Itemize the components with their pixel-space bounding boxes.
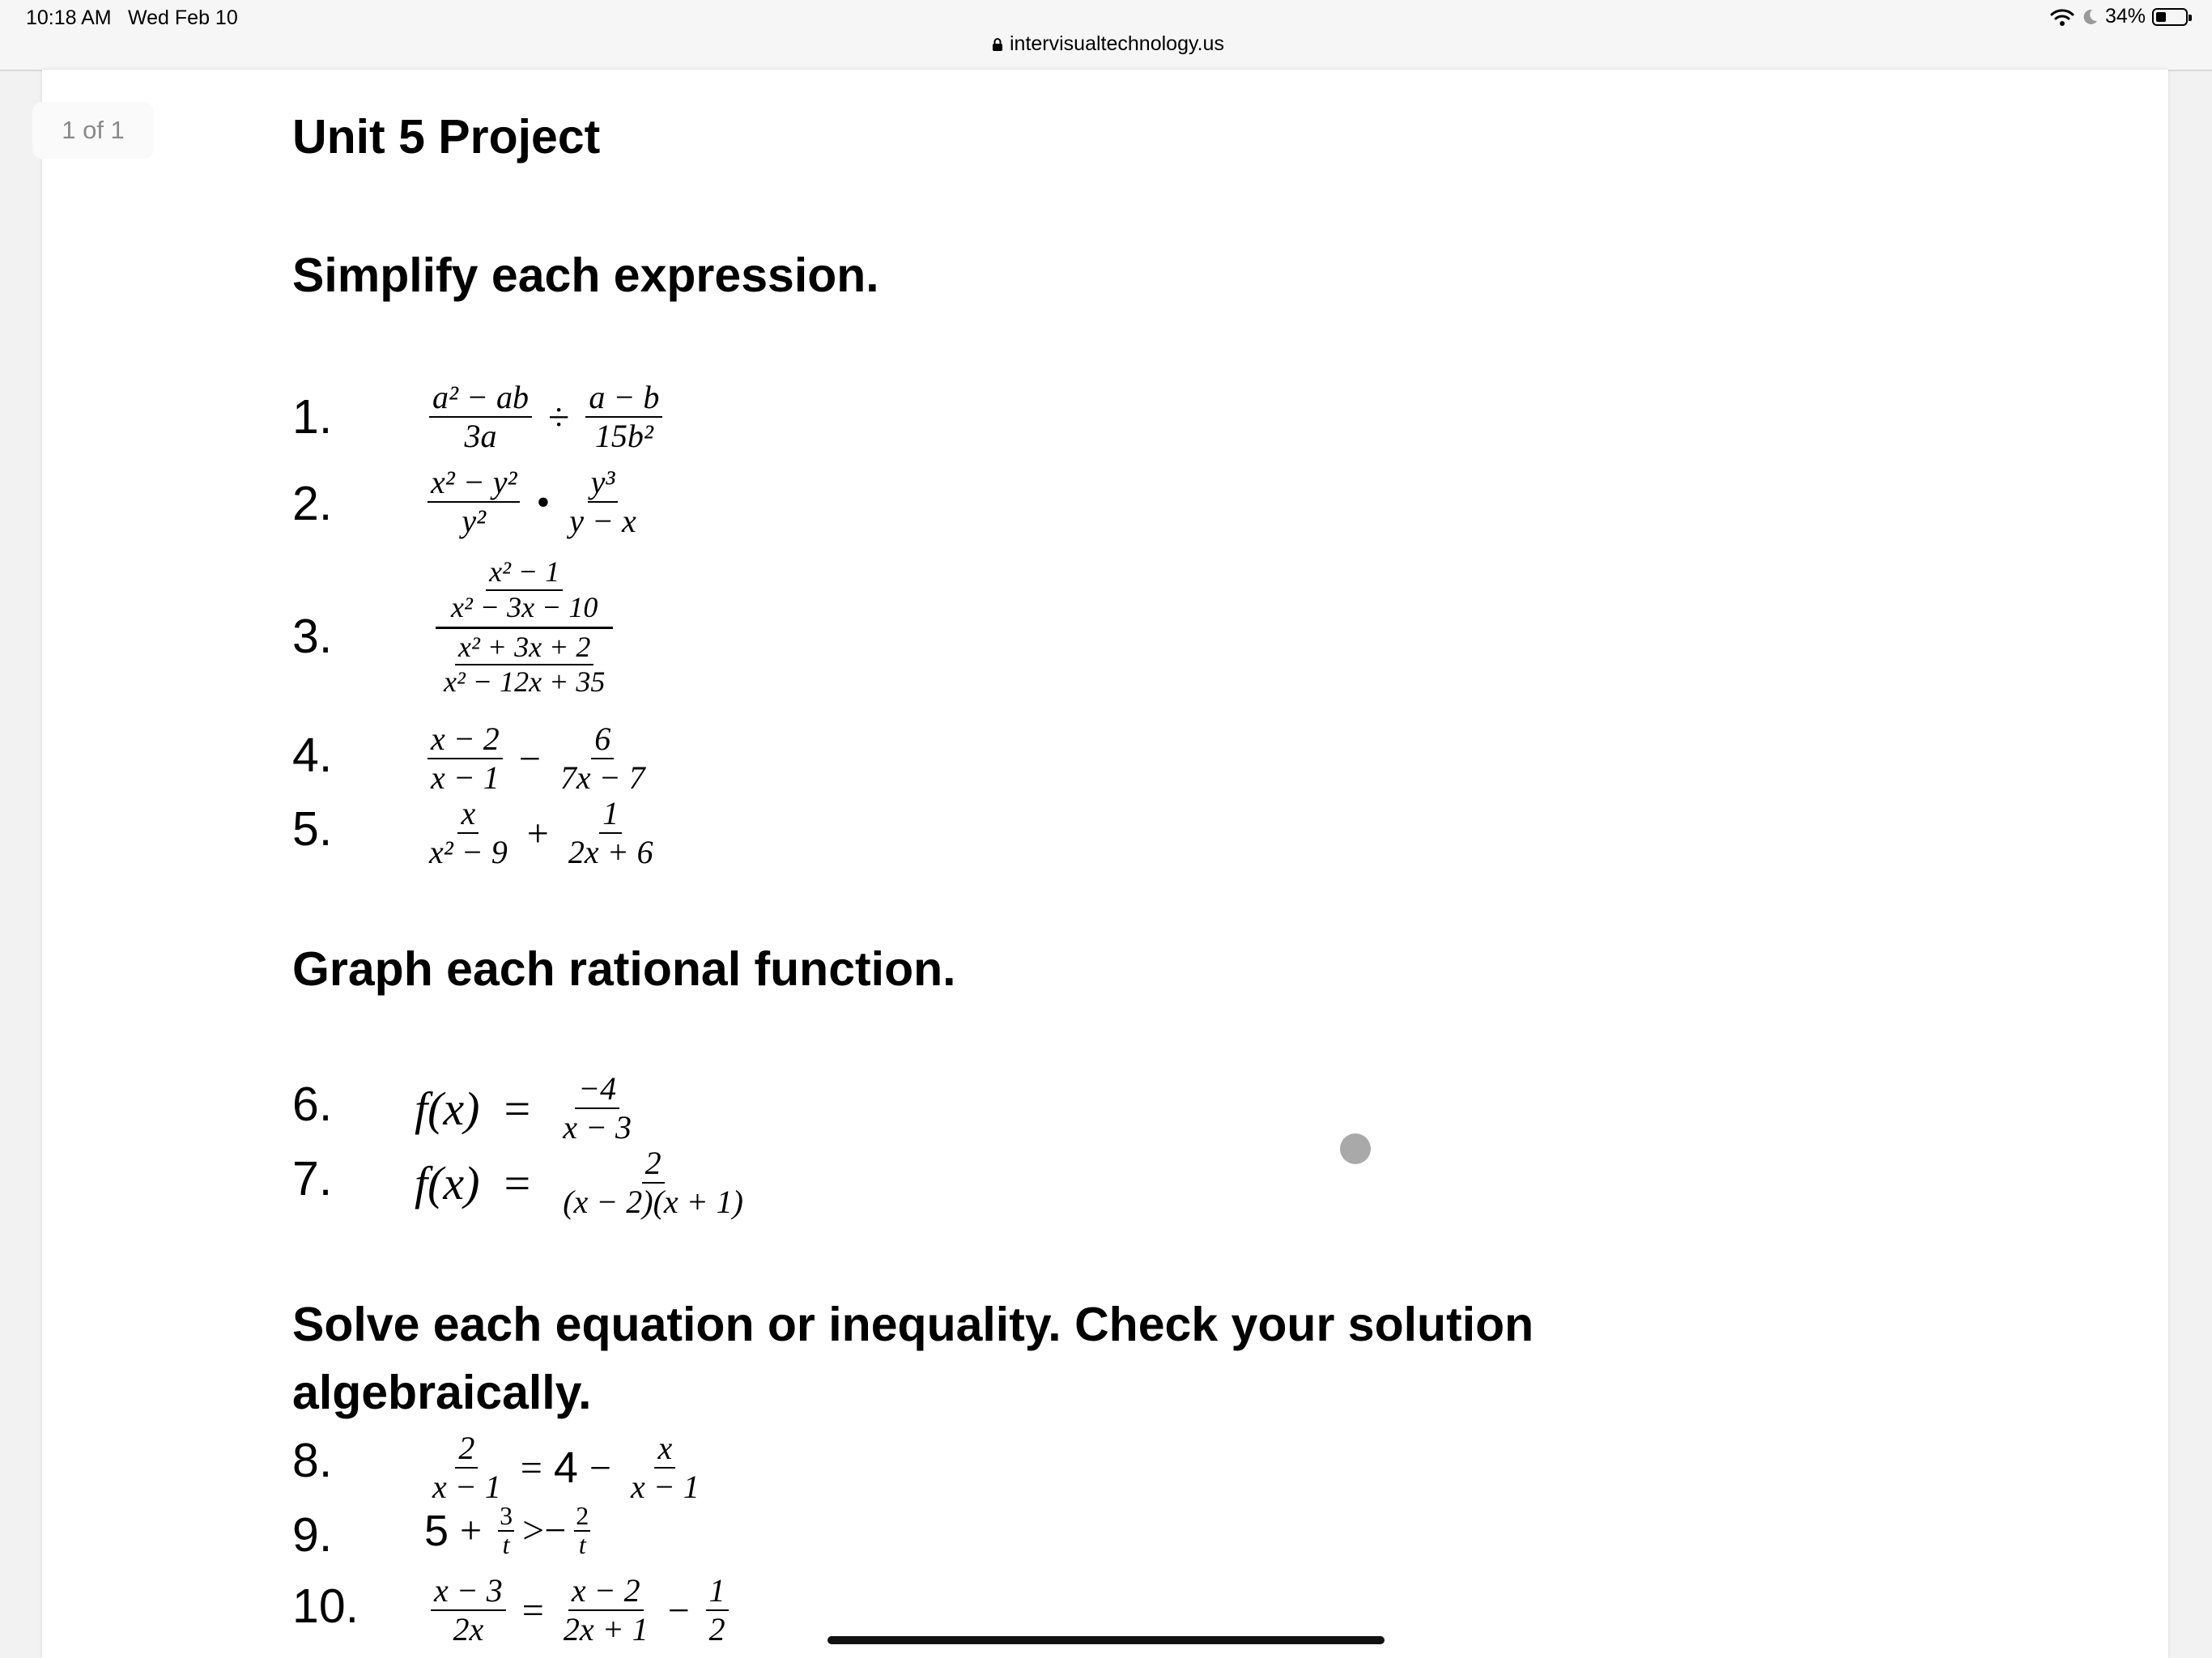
- fraction: $\frac{2}{x - 1}$: [432, 1430, 501, 1505]
- problem-number: 5.: [292, 802, 333, 856]
- problem-5-expression: [421, 797, 661, 869]
- problem-4-expression: [423, 722, 653, 795]
- problem-7-expression: [415, 1146, 751, 1219]
- page-title: Unit 5 Project: [292, 110, 601, 164]
- equals-operator: =: [521, 1588, 544, 1632]
- fraction: $\frac{1}{2}$: [706, 1574, 729, 1647]
- page-indicator: 1 of 1: [32, 102, 154, 159]
- lock-icon: [992, 37, 1003, 52]
- status-bar: [0, 0, 2212, 71]
- problem-number: 8.: [292, 1434, 333, 1487]
- problem-3-expression: [436, 557, 613, 698]
- divide-operator: ÷: [547, 395, 570, 439]
- section-heading-solve: Solve each equation or inequality. Check your solution algebraically.: [292, 1298, 1534, 1419]
- function-lhs: f(x): [415, 1156, 480, 1209]
- fraction: $\frac{6}{7x - 7}$: [559, 721, 645, 796]
- status-icons: [2050, 5, 2188, 28]
- fraction: $\frac{\text{x² − y²}}{\text{y²}}$: [428, 466, 520, 538]
- problem-8-expression: [424, 1431, 708, 1504]
- minus-operator: −: [667, 1588, 690, 1632]
- equals-operator: =: [504, 1082, 531, 1135]
- status-date: Wed Feb 10: [128, 6, 238, 29]
- fraction: $\frac{x - 3}{2x}$: [431, 1574, 506, 1647]
- problem-number: 9.: [292, 1508, 333, 1562]
- constant: 5: [424, 1506, 449, 1555]
- problem-number: 10.: [292, 1579, 359, 1633]
- minus-operator: −: [518, 737, 541, 780]
- inequality-operator: >−: [522, 1509, 567, 1553]
- minus-operator: −: [589, 1446, 611, 1490]
- battery-icon: [2152, 8, 2188, 26]
- fraction: $\frac{\text{y³}}{y - x}$: [569, 464, 636, 539]
- problem-number: 3.: [292, 610, 333, 663]
- fraction: $\frac{\text{a² − ab}}{3a}$: [429, 380, 532, 453]
- fraction: $\frac{\text{x² − 1}}{\text{x² − 3x − 10}}$: [451, 555, 598, 623]
- section-heading-graph: Graph each rational function.: [292, 942, 956, 996]
- fraction: $\frac{\text{x² + 3x + 2}}{\text{x² − 12x + 35}}$: [444, 630, 606, 699]
- section-heading-simplify: Simplify each expression.: [292, 249, 879, 302]
- problem-number: 6.: [292, 1078, 333, 1131]
- battery-percent: 34%: [2104, 5, 2146, 28]
- problem-number: 2.: [292, 477, 333, 530]
- problem-2-expression: [423, 466, 644, 538]
- fraction: $\frac{x - 2}{2x + 1}$: [563, 1572, 649, 1647]
- url-text[interactable]: intervisualtechnology.us: [1010, 32, 1224, 55]
- fraction: $\frac{1}{2x + 6}$: [568, 795, 653, 870]
- fraction: $\frac{x - 2}{x - 1}$: [428, 722, 503, 795]
- wifi-icon: [2050, 8, 2074, 26]
- problem-1-expression: [424, 380, 667, 453]
- fraction: $\frac{2}{(x - 2)(x + 1)}$: [563, 1145, 743, 1220]
- problem-number: 4.: [292, 729, 333, 782]
- multiply-operator: •: [536, 480, 551, 524]
- touch-indicator: [1340, 1133, 1371, 1164]
- problem-number: 7.: [292, 1152, 333, 1205]
- problem-9-expression: [424, 1503, 595, 1558]
- fraction: $\frac{2}{t}$: [576, 1501, 589, 1559]
- moon-icon: [2081, 8, 2099, 26]
- function-lhs: f(x): [415, 1082, 480, 1135]
- fraction: $\frac{x}{x - 1}$: [630, 1430, 700, 1505]
- problem-number: 1.: [292, 390, 333, 444]
- fraction: $\frac{x}{\text{x² − 9}}$: [429, 795, 508, 870]
- address-bar[interactable]: [992, 32, 1224, 56]
- problem-10-expression: [426, 1574, 734, 1647]
- complex-fraction: [436, 557, 613, 698]
- problem-6-expression: [415, 1072, 640, 1145]
- fraction: $\frac{3}{t}$: [500, 1501, 513, 1559]
- status-time: 10:18 AM: [26, 6, 112, 29]
- constant: 4: [553, 1443, 578, 1492]
- equals-operator: =: [520, 1446, 542, 1490]
- plus-operator: +: [460, 1509, 483, 1553]
- plus-operator: +: [526, 811, 549, 855]
- fraction: $\frac{a - b}{\text{15b²}}$: [585, 380, 662, 453]
- home-indicator[interactable]: [827, 1636, 1385, 1644]
- equals-operator: =: [504, 1156, 531, 1209]
- fraction: $\frac{-4}{x - 3}$: [563, 1070, 632, 1146]
